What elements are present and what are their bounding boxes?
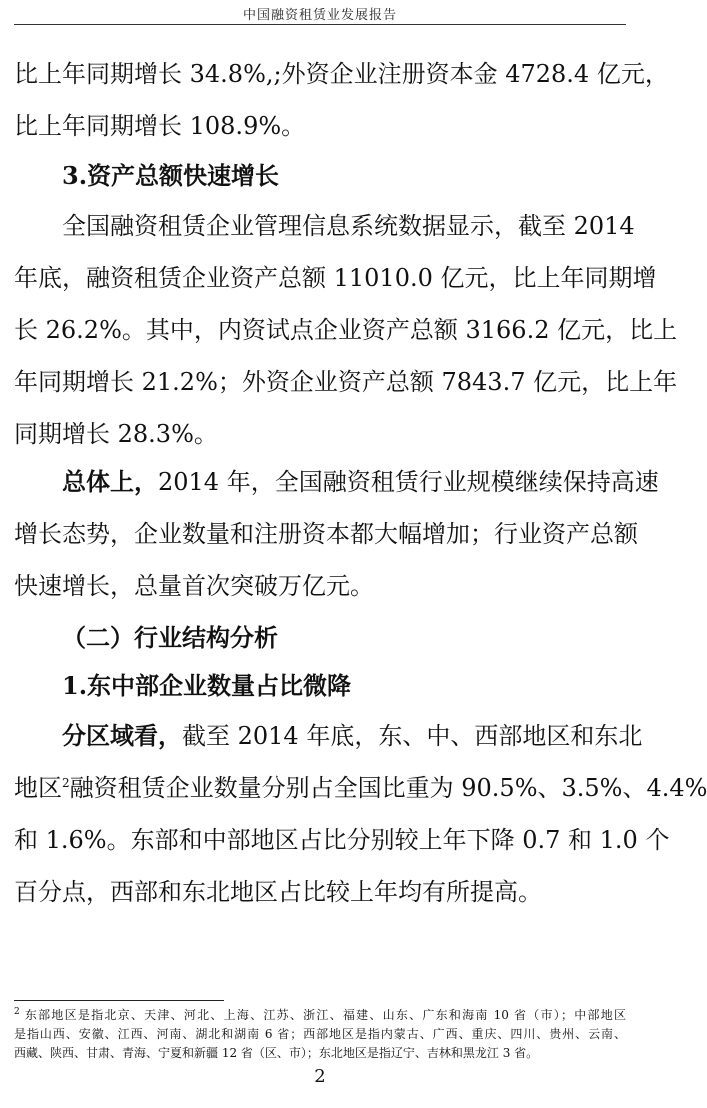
paragraph-line: 同期增长 28.3%。 [14,420,218,448]
footnote-line: 是指山西、安徽、江西、河南、湖北和湖南 6 省；西部地区是指内蒙古、广西、重庆、四川、贵州、云南、 [14,1027,626,1041]
paragraph-line: 增长态势，企业数量和注册资本都大幅增加；行业资产总额 [14,520,638,548]
paragraph-line: 全国融资租赁企业管理信息系统数据显示，截至 2014 [62,212,635,240]
footnote-text: 东部地区是指北京、天津、河北、上海、江苏、浙江、福建、山东、广东和海南 10 省（市）；中部地区 [24,1008,626,1022]
paragraph-line: 比上年同期增长 34.8%,;外资企业注册资本金 4728.4 亿元， [14,60,669,88]
header-rule [14,24,626,25]
page-number: 2 [314,1066,326,1087]
paragraph-text: 融资租赁企业数量分别占全国比重为 90.5%、3.5%、4.4% [69,774,707,802]
paragraph-text: 截至 2014 年底，东、中、西部地区和东北 [182,722,643,750]
paragraph-line [62,720,643,752]
footnote-reference[interactable]: 2 [62,776,70,790]
running-header: 中国融资租赁业发展报告 [242,8,397,23]
footnote-line [14,1007,626,1024]
paragraph-text: 地区 [14,774,62,802]
emphasis-lead: 总体上， [62,467,158,496]
paragraph-line: 百分点，西部和东北地区占比较上年均有所提高。 [14,878,542,906]
paragraph-line: 年底，融资租赁企业资产总额 11010.0 亿元，比上年同期增 [14,264,657,292]
paragraph-line: 比上年同期增长 108.9%。 [14,112,306,140]
footnote-rule [14,1000,224,1001]
paragraph-line [62,466,659,498]
footnote-mark: 2 [14,1007,20,1017]
subsection-heading: 1.东中部企业数量占比微降 [62,671,352,700]
paragraph-text: 2014 年，全国融资租赁行业规模继续保持高速 [158,468,659,496]
paragraph-line: 长 26.2%。其中，内资试点企业资产总额 3166.2 亿元，比上 [14,316,678,344]
emphasis-lead: 分区域看， [62,721,182,750]
paragraph-line: 年同期增长 21.2%；外资企业资产总额 7843.7 亿元，比上年 [14,368,678,396]
section-heading: （二）行业结构分析 [62,623,278,652]
paragraph-line: 快速增长，总量首次突破万亿元。 [14,572,374,600]
paragraph-line [14,772,707,804]
subsection-heading: 3.资产总额快速增长 [62,161,280,190]
footnote-line: 西藏、陕西、甘肃、青海、宁夏和新疆 12 省（区、市）；东北地区是指辽宁、吉林和黑龙江 3 省。 [14,1046,539,1060]
paragraph-line: 和 1.6%。东部和中部地区占比分别较上年下降 0.7 和 1.0 个 [14,826,670,854]
